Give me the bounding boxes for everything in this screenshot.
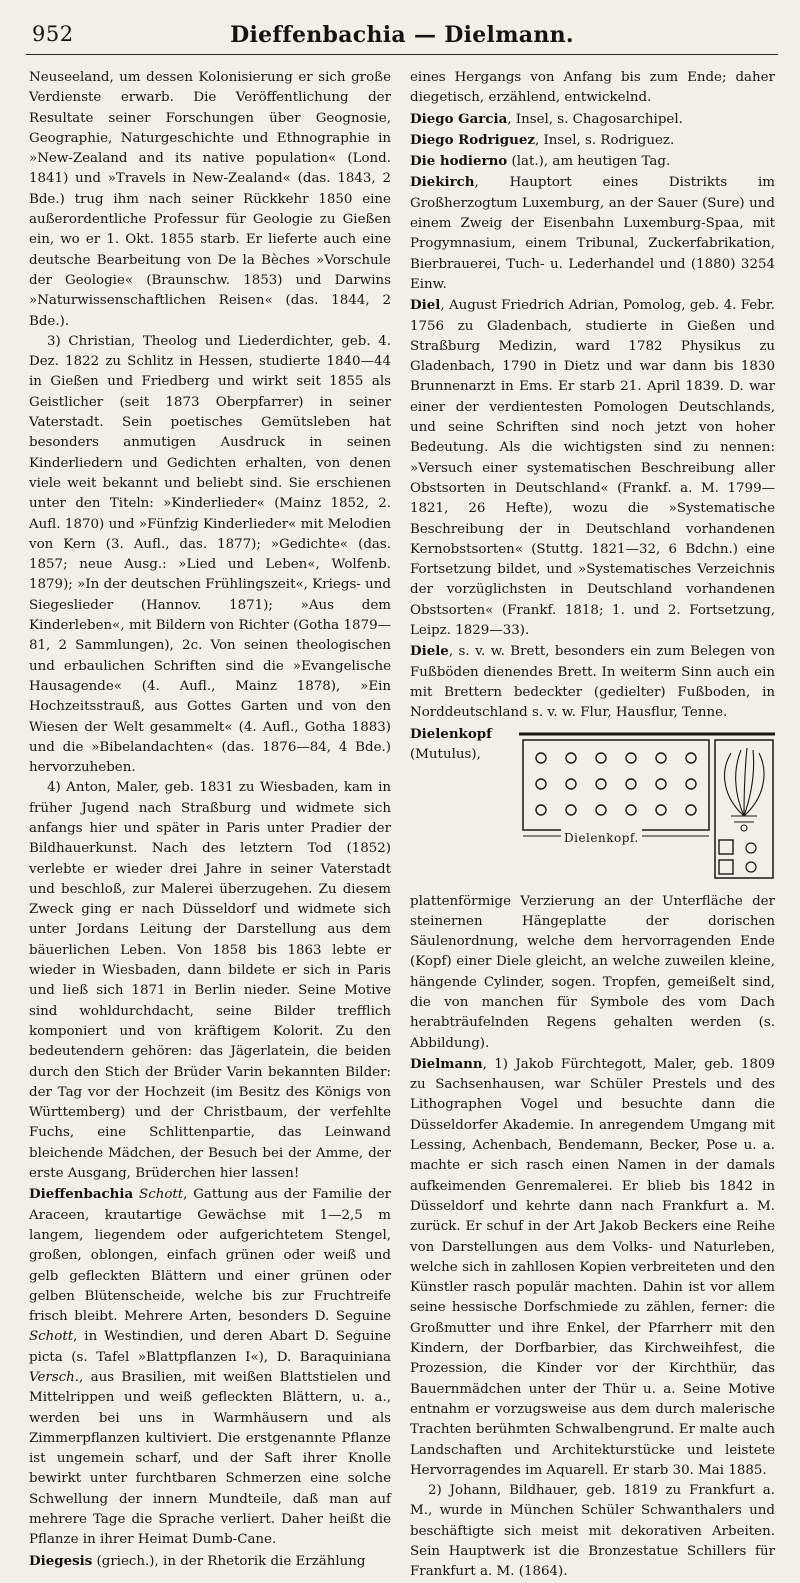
entry-dielenkopf bbox=[410, 724, 775, 1054]
headword: Dieffenbachia bbox=[29, 1186, 134, 1203]
entry-text: , August Friedrich Adrian, Pomolog, geb. 4. Febr. 1756 zu Gladenbach, studierte in Gießen und Straßburg Medizin, ward 1782 Physikus zu Gladenbach, 1790 in Dietz und war dann bis 1830 Brunnenarzt in Ems. Er starb 21. April 1839. D. war einer der verdientesten Pomologen Deutschlands, und seine Schriften sind noch jetzt von hoher Bedeutung. Als die wichtigsten sind zu nennen: »Versuch einer systematischen Beschreibung aller Obstsorten in Deutschland« (Frankf. a. M. 1799—1821, 26 Hefte), wozu die »Systematische Beschreibung der in Deutschland vorhandenen Kernobstsorten« (Stuttg. 1821—32, 6 Bdchn.) eine Fortsetzung bildet, und »Systematisches Verzeichnis der vorzüglichsten in Deutschland vorhandenen Obstsorten« (Frankf. 1818; 1. und 2. Fortsetzung, Leipz. 1829—33). bbox=[410, 298, 775, 639]
left-column bbox=[29, 68, 391, 1569]
headword: Diekirch bbox=[410, 174, 475, 191]
entry-diekirch bbox=[410, 172, 775, 295]
headword: Diego Rodriguez bbox=[410, 131, 535, 148]
headword: Diegesis bbox=[29, 1552, 93, 1569]
headword: Diel bbox=[410, 297, 441, 314]
entry-text: , Gattung aus der Familie der Araceen, krautartige Gewächse mit 1—2,5 m langem, liegendem oder aufgerichtetem Stengel, großen, oblongen, einfach grünen oder weiß und gelb gefleckten Blättern und einer grünen oder gelben Blütenscheide, welche bis zur Fruchtreife frisch bleibt. Mehrere Arten, besonders D. Seguine bbox=[29, 1187, 391, 1325]
figure bbox=[515, 728, 777, 888]
headword: Dielenkopf bbox=[410, 725, 492, 742]
headword: Diele bbox=[410, 643, 449, 660]
entry-text: , aus Brasilien, mit weißen Blattstielen und Mittelrippen und weiß gefleckten Blättern, u. a., werden bei uns in Warmhäusern und als Zimmerpflanzen kultiviert. Die erstgenannte Pflanze ist ungemein scharf, und der Saft ihrer Knolle bewirkt unter furchtbaren Schmerzen eine solche Schwellung der innern Mundteile, daß man auf mehrere Tage die Sprache verliert. Daher heißt die Pflanze in ihrer Heimat Dumb-Cane. bbox=[29, 1370, 391, 1548]
headword: Dielmann bbox=[410, 1055, 483, 1072]
entry-dielmann bbox=[410, 1054, 775, 1481]
entry-text: (Mutulus), plattenförmige Verzierung an der Unterfläche der steinernen Hängeplatte der dorischen Säulenordnung, welche dem hervorragenden Ende (Kopf) einer Diele gleicht, an welche zuweilen kleine, hängende Cylinder, sogen. Tropfen, gemeißelt sind, die von manchen für Symbole des vom Dach herabträufelnden Regens gehalten werden (s. Abbildung). bbox=[410, 746, 775, 1051]
authority: Schott bbox=[29, 1329, 74, 1345]
right-column bbox=[410, 68, 775, 1580]
entry-continuation: eines Hergangs von Anfang bis zum Ende; daher diegetisch, erzählend, entwickelnd. bbox=[410, 70, 775, 106]
entry-diegesis bbox=[29, 1551, 391, 1572]
entry-diel bbox=[410, 295, 775, 641]
entry-continuation: Neuseeland, um dessen Kolonisierung er sich große Verdienste erwarb. Die Veröffentlichung der Resultate seiner Forschungen über Geognosie, Geographie, Naturgeschichte und Ethnographie in »New-Zealand and its native population« (Lond. 1841) und »Travels in New-Zealand« (das. 1843, 2 Bde.) trug ihm nach seiner Rückkehr 1850 eine außerordentliche Professur für Geologie zu Gießen ein, wo er 1. Okt. 1855 starb. Er lieferte auch eine deutsche Bearbeitung von De la Bèches »Vorschule der Geologie« (Braunschw. 1853) und Darwins »Naturwissenschaftlichen Reisen« (das. 1844, 2 Bde.). bbox=[29, 70, 391, 329]
entry-diele bbox=[410, 641, 775, 723]
entry-text: (lat.), am heutigen Tag. bbox=[507, 154, 671, 170]
entry-diego-garcia bbox=[410, 109, 775, 130]
entry-christian: 3) Christian, Theolog und Liederdichter, geb. 4. Dez. 1822 zu Schlitz in Hessen, studierte 1840—44 in Gießen und Friedberg und wirkt seit 1855 als Geistlicher (seit 1873 Oberpfarrer) in seiner Vaterstadt. Sein poetisches Gemütsleben hat besonders anmutigen Ausdruck in seinen Kinderliedern und Gedichten erhalten, von denen viele weit bekannt und beliebt sind. Sie erschienen unter den Titeln: »Kinderlieder« (Mainz 1852, 2. Aufl. 1870) und »Fünfzig Kinderlieder« mit Melodien von Kern (3. Aufl., das. 1877); »Gedichte« (das. 1857; neue Ausg.: »Lied und Leben«, Wolfenb. 1879); »In der deutschen Frühlingszeit«, Kriegs- und Siegeslieder (Hannov. 1871); »Aus dem Kinderleben«, mit Bildern von Richter (Gotha 1879—81, 2 Sammlungen), 2c. Von seinen theologischen und erbaulichen Schriften sind die »Evangelische Hausagende« (4. Aufl., Mainz 1878), »Ein Hochzeitsstrauß, aus Gottes Garten und von den Wiesen der Welt gesammelt« (4. Aufl., Gotha 1883) und die »Bibelandachten« (das. 1876—84, 4 Bde.) hervorzuheben. bbox=[29, 333, 391, 776]
entry-text: , Hauptort eines Distrikts im Großherzogtum Luxemburg, an der Sauer (Sure) und einem Zweig der Eisenbahn Luxemburg-Spaa, mit Progymnasium, einem Tribunal, Zuckerfabrikation, Bierbrauerei, Tuch- u. Lederhandel und (1880) 3254 Einw. bbox=[410, 175, 775, 292]
entry-text: , in Westindien, und deren Abart D. Seguine picta (s. Tafel »Blattpflanzen I«), D. Baraquiniana bbox=[29, 1329, 391, 1365]
authority: Versch. bbox=[29, 1370, 80, 1385]
page-header bbox=[26, 22, 778, 55]
entry-dieffenbachia bbox=[29, 1184, 391, 1550]
dielenkopf-illustration bbox=[519, 728, 775, 882]
entry-johann: 2) Johann, Bildhauer, geb. 1819 zu Frankfurt a. M., wurde in München Schüler Schwanthalers und beschäftigte sich meist mit dekorativen Arbeiten. Sein Hauptwerk ist die Bronzestatue Schillers für Frankfurt a. M. (1864). bbox=[410, 1483, 775, 1580]
entry-die-hodierno bbox=[410, 151, 775, 172]
entry-diego-rodriguez bbox=[410, 130, 775, 151]
entry-anton: 4) Anton, Maler, geb. 1831 zu Wiesbaden, kam in früher Jugend nach Straßburg und widmete sich anfangs hier und später in Paris unter Pradier der Bildhauerkunst. Nach des letztern Tod (1852) verlebte er wieder drei Jahre in seiner Vaterstadt und beschloß, zur Malerei überzugehen. Zu diesem Zweck ging er nach Düsseldorf und widmete sich unter Jordans Leitung der Darstellung aus dem bäuerlichen Leben. Von 1858 bis 1863 lebte er wieder in Wiesbaden, dann bildete er sich in Paris und ließ sich 1871 in Berlin nieder. Seine Motive sind wohldurchdacht, seine Bilder trefflich komponiert und von kräftigem Kolorit. Zu den bedeutendern gehören: das Jägerlatein, die beiden durch den Stich der Brüder Varin bekannten Bilder: der Tag vor der Hochzeit (im Besitz des Königs von Württemberg) und der Christbaum, der verfehlte Fuchs, eine Schlittenpartie, das Leinwand bleichende Mädchen, der Besuch bei der Amme, der erste Ausgang, Brüderchen hier lassen! bbox=[29, 780, 391, 1182]
headword: Die hodierno bbox=[410, 153, 508, 170]
entry-text: , Insel, s. Rodriguez. bbox=[534, 132, 675, 148]
headword: Diego Garcia bbox=[410, 110, 508, 127]
entry-text: (griech.), in der Rhetorik die Erzählung bbox=[92, 1553, 366, 1569]
authority: Schott bbox=[139, 1187, 184, 1203]
entry-text: , s. v. w. Brett, besonders ein zum Belegen von Fußböden dienendes Brett. In weiterm Sinn auch ein mit Brettern bedeckter (gedielter) Fußboden, in Norddeutschland s. v. w. Flur, Hausflur, Tenne. bbox=[410, 644, 775, 721]
running-title: Dieffenbachia — Dielmann. bbox=[230, 22, 574, 48]
page-number: 952 bbox=[32, 22, 74, 46]
entry-text: , Insel, s. Chagosarchipel. bbox=[507, 111, 683, 127]
entry-text: , 1) Jakob Fürchtegott, Maler, geb. 1809 zu Sachsenhausen, war Schüler Prestels und des Lithographen Vogel und besuchte dann die Düsseldorfer Akademie. In anregendem Umgang mit Lessing, Achenbach, Bendemann, Becker, Pose u. a. machte er sich rasch einen Namen in der damals aufkeimenden Genremalerei. Er blieb bis 1842 in Düsseldorf und kehrte dann nach Frankfurt a. M. zurück. Er schuf in der Art Jakob Beckers eine Reihe von Darstellungen aus dem Volks- und Naturleben, welche sich in zahllosen Kopien verbreiteten und den Künstler rasch populär machten. Dahin ist vor allem seine hessische Dorfschmiede zu zählen, ferner: die Großmutter und ihre Enkel, der Pfarrherr mit den Kindern, der Dorfbarbier, das Kirchweihfest, die Prozession, die Kinder vor der Kirchthür, das Bauernmädchen unter der Thür u. a. Seine Motive entnahm er vorzugsweise aus dem durch malerische Trachten berühmten Schwalbengrund. Er malte auch Landschaften und Architekturstücke und leistete Hervorragendes im Aquarell. Er starb 30. Mai 1885. bbox=[410, 1056, 775, 1478]
figure-caption: Dielenkopf. bbox=[561, 828, 642, 848]
